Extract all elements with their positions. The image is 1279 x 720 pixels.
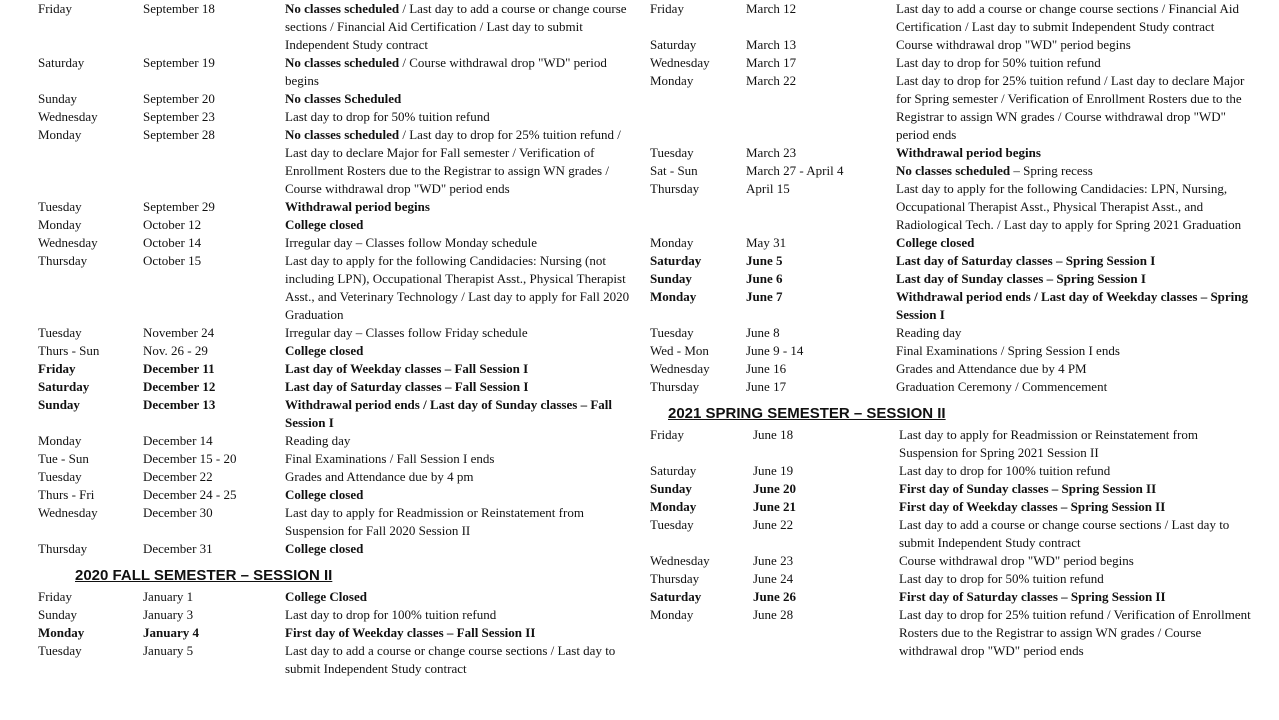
row-description-bold: Withdrawal period begins xyxy=(285,199,430,214)
fall-session-2-table xyxy=(38,588,638,678)
row-date: March 13 xyxy=(746,37,797,52)
row-day: Sunday xyxy=(38,607,77,622)
row-description-bold: College closed xyxy=(285,343,364,358)
calendar-row xyxy=(38,54,638,90)
row-description xyxy=(896,288,1260,324)
row-description-text: Last day to apply for Readmission or Reinstatement from Suspension for Spring 2021 Session II xyxy=(899,427,1198,460)
row-description-text: Last day to drop for 50% tuition refund xyxy=(899,571,1104,586)
row-date: June 22 xyxy=(753,517,794,532)
calendar-row xyxy=(650,270,1260,288)
row-date: December 31 xyxy=(143,541,213,556)
row-date: December 24 - 25 xyxy=(143,487,237,502)
row-description xyxy=(896,0,1260,36)
row-description xyxy=(896,252,1260,270)
row-day: Monday xyxy=(650,499,697,514)
row-day: Sunday xyxy=(38,397,80,412)
row-day: Wednesday xyxy=(650,361,710,376)
calendar-row xyxy=(650,360,1260,378)
row-description-text: / Last day to add a course or change course sections / Financial Aid Certification / Last day to submit Independent Study contract xyxy=(285,1,627,52)
calendar-row xyxy=(38,234,638,252)
calendar-row xyxy=(38,450,638,468)
row-date: January 4 xyxy=(143,625,199,640)
row-date: September 29 xyxy=(143,199,215,214)
row-description xyxy=(285,540,638,558)
calendar-row xyxy=(650,234,1260,252)
row-day: Monday xyxy=(38,127,82,142)
calendar-row xyxy=(38,624,638,642)
row-description-text: Last day to drop for 100% tuition refund xyxy=(285,607,497,622)
row-description-text: Last day to drop for 25% tuition refund / Last day to declare Major for Spring semester / Verification of Enrollment Rosters due to the Registrar to assign WN grades / Course withdrawal drop "WD" period ends xyxy=(896,73,1245,142)
row-day: Monday xyxy=(38,625,85,640)
row-description xyxy=(285,0,638,54)
row-description-text: Last day to apply for the following Candidacies: Nursing (not including LPN), Occupational Therapist Asst., Physical Therapist Asst., and Veterinary Technology / Last day to apply for Fall 2020 Graduation xyxy=(285,253,630,322)
calendar-row xyxy=(38,126,638,198)
row-day: Sunday xyxy=(650,481,692,496)
row-date: June 20 xyxy=(753,481,796,496)
row-day: Sat - Sun xyxy=(650,163,698,178)
calendar-row xyxy=(650,498,1260,516)
row-date: June 17 xyxy=(746,379,787,394)
row-description xyxy=(896,54,1260,72)
calendar-row xyxy=(650,252,1260,270)
row-description xyxy=(899,606,1260,660)
calendar-row xyxy=(38,486,638,504)
row-day: Monday xyxy=(650,73,694,88)
row-description xyxy=(285,252,638,324)
row-date: June 19 xyxy=(753,463,794,478)
spring-session-2-heading: 2021 SPRING SEMESTER – SESSION II xyxy=(668,405,946,422)
row-day: Wednesday xyxy=(38,235,98,250)
row-description xyxy=(896,324,1260,342)
row-description xyxy=(899,570,1260,588)
calendar-row xyxy=(650,288,1260,324)
row-description-bold: College Closed xyxy=(285,589,367,604)
calendar-row xyxy=(650,54,1260,72)
calendar-row xyxy=(38,396,638,432)
row-description-text: Last day of Saturday classes – Spring Session I xyxy=(896,253,1156,268)
row-description-text: Graduation Ceremony / Commencement xyxy=(896,379,1108,394)
row-date: June 16 xyxy=(746,361,787,376)
row-day: Monday xyxy=(38,217,82,232)
row-description-text: – Spring recess xyxy=(1010,163,1093,178)
row-description-text: Last day of Weekday classes – Fall Session I xyxy=(285,361,529,376)
row-day: Thursday xyxy=(650,571,700,586)
calendar-row xyxy=(38,108,638,126)
row-description xyxy=(896,378,1260,396)
row-day: Wednesday xyxy=(650,553,710,568)
row-date: December 15 - 20 xyxy=(143,451,237,466)
row-date: January 3 xyxy=(143,607,194,622)
fall-session-1-table xyxy=(38,0,638,558)
calendar-row xyxy=(650,378,1260,396)
row-description-text: Withdrawal period ends / Last day of Weekday classes – Spring Session I xyxy=(896,289,1249,322)
row-day: Wednesday xyxy=(38,505,98,520)
row-description-text: First day of Saturday classes – Spring Session II xyxy=(899,589,1166,604)
row-description xyxy=(285,198,638,216)
row-date: October 12 xyxy=(143,217,202,232)
row-description xyxy=(899,462,1260,480)
calendar-row xyxy=(38,0,638,54)
row-day: Monday xyxy=(650,607,694,622)
row-date: December 22 xyxy=(143,469,213,484)
row-day: Monday xyxy=(650,235,694,250)
row-description xyxy=(285,324,638,342)
calendar-row xyxy=(38,378,638,396)
row-description-text: Last day to add a course or change course sections / Last day to submit Independent Study contract xyxy=(899,517,1230,550)
row-day: Tuesday xyxy=(38,325,82,340)
row-date: October 15 xyxy=(143,253,202,268)
row-date: January 5 xyxy=(143,643,194,658)
row-description xyxy=(285,468,638,486)
row-day: Tuesday xyxy=(650,325,694,340)
row-day: Saturday xyxy=(38,55,85,70)
row-description-text: Last day to drop for 50% tuition refund xyxy=(285,109,490,124)
row-description xyxy=(285,396,638,432)
row-description xyxy=(285,504,638,540)
row-description-text: Course withdrawal drop "WD" period begins xyxy=(896,37,1131,52)
row-description-text: Last day to apply for the following Candidacies: LPN, Nursing, Occupational Therapist Asst., Physical Therapist Asst., and Radiological Tech. / Last day to apply for Spring 2021 Graduation xyxy=(896,181,1242,232)
row-description-text: / Course withdrawal drop "WD" period begins xyxy=(285,55,607,88)
row-date: June 8 xyxy=(746,325,780,340)
row-description-text: First day of Weekday classes – Fall Session II xyxy=(285,625,536,640)
row-date: January 1 xyxy=(143,589,194,604)
row-date: March 27 - April 4 xyxy=(746,163,844,178)
row-date: September 20 xyxy=(143,91,215,106)
row-description-bold: College closed xyxy=(285,217,364,232)
row-day: Thursday xyxy=(650,181,700,196)
row-description-text: First day of Weekday classes – Spring Session II xyxy=(899,499,1166,514)
row-date: March 22 xyxy=(746,73,797,88)
row-day: Wednesday xyxy=(650,55,710,70)
row-description xyxy=(285,342,638,360)
row-date: October 14 xyxy=(143,235,202,250)
row-day: Thursday xyxy=(38,541,88,556)
row-date: December 11 xyxy=(143,361,215,376)
calendar-row xyxy=(38,252,638,324)
row-day: Friday xyxy=(38,1,72,16)
row-date: June 21 xyxy=(753,499,796,514)
row-description xyxy=(896,342,1260,360)
row-description-bold: No classes scheduled xyxy=(285,127,400,142)
calendar-row xyxy=(38,324,638,342)
row-day: Tuesday xyxy=(38,643,82,658)
row-description xyxy=(285,360,638,378)
row-day: Thurs - Sun xyxy=(38,343,100,358)
calendar-row xyxy=(38,432,638,450)
calendar-row xyxy=(650,324,1260,342)
row-description xyxy=(285,126,638,198)
row-day: Monday xyxy=(38,433,82,448)
calendar-row xyxy=(38,642,638,678)
row-date: June 23 xyxy=(753,553,794,568)
row-day: Wednesday xyxy=(38,109,98,124)
row-date: November 24 xyxy=(143,325,215,340)
row-description xyxy=(896,36,1260,54)
row-date: September 18 xyxy=(143,1,215,16)
row-date: September 19 xyxy=(143,55,215,70)
row-day: Wed - Mon xyxy=(650,343,709,358)
calendar-row xyxy=(38,540,638,558)
row-day: Tuesday xyxy=(650,145,694,160)
row-description xyxy=(899,516,1260,552)
left-column xyxy=(38,0,638,678)
row-description-bold: Withdrawal period begins xyxy=(896,145,1041,160)
row-description xyxy=(285,624,638,642)
row-date: September 28 xyxy=(143,127,215,142)
row-description-text: Last day to add a course or change course sections / Financial Aid Certification / Last day to submit Independent Study contract xyxy=(896,1,1239,34)
calendar-row xyxy=(650,342,1260,360)
row-date: June 18 xyxy=(753,427,794,442)
calendar-row xyxy=(650,552,1260,570)
row-day: Saturday xyxy=(650,589,702,604)
row-day: Saturday xyxy=(650,37,697,52)
row-date: June 9 - 14 xyxy=(746,343,804,358)
row-description-text: Final Examinations / Spring Session I ends xyxy=(896,343,1120,358)
row-description-bold: No classes Scheduled xyxy=(285,91,402,106)
calendar-row xyxy=(38,198,638,216)
row-description xyxy=(896,162,1260,180)
row-description xyxy=(285,486,638,504)
row-day: Friday xyxy=(38,361,76,376)
row-description xyxy=(899,498,1260,516)
row-description-text: Last day of Sunday classes – Spring Session I xyxy=(896,271,1146,286)
row-day: Thursday xyxy=(38,253,88,268)
row-description-text: Reading day xyxy=(285,433,351,448)
row-day: Thurs - Fri xyxy=(38,487,95,502)
calendar-row xyxy=(650,588,1260,606)
row-date: December 14 xyxy=(143,433,213,448)
row-date: March 12 xyxy=(746,1,797,16)
row-date: April 15 xyxy=(746,181,790,196)
row-description xyxy=(896,234,1260,252)
row-description-text: Grades and Attendance due by 4 PM xyxy=(896,361,1087,376)
calendar-row xyxy=(38,504,638,540)
calendar-row xyxy=(38,216,638,234)
row-date: March 23 xyxy=(746,145,797,160)
calendar-row xyxy=(650,480,1260,498)
calendar-row xyxy=(650,162,1260,180)
row-description xyxy=(285,606,638,624)
row-description xyxy=(285,378,638,396)
row-day: Tue - Sun xyxy=(38,451,89,466)
row-description-bold: No classes scheduled xyxy=(285,1,400,16)
row-description xyxy=(285,54,638,90)
calendar-row xyxy=(38,606,638,624)
row-description-text: Last day of Saturday classes – Fall Session I xyxy=(285,379,529,394)
calendar-row xyxy=(650,516,1260,552)
row-date: June 28 xyxy=(753,607,794,622)
row-description xyxy=(899,552,1260,570)
row-day: Sunday xyxy=(650,271,692,286)
row-description-text: Grades and Attendance due by 4 pm xyxy=(285,469,474,484)
right-column xyxy=(650,0,1260,660)
row-description xyxy=(285,108,638,126)
row-description-bold: College closed xyxy=(285,541,364,556)
row-day: Friday xyxy=(650,427,684,442)
calendar-row xyxy=(38,342,638,360)
row-description xyxy=(896,360,1260,378)
row-description xyxy=(899,480,1260,498)
row-date: December 13 xyxy=(143,397,216,412)
calendar-row xyxy=(650,0,1260,36)
calendar-row xyxy=(650,180,1260,234)
spring-session-1-table xyxy=(650,0,1260,396)
row-description xyxy=(285,234,638,252)
row-description-bold: College closed xyxy=(896,235,975,250)
row-description xyxy=(896,180,1260,234)
row-date: Nov. 26 - 29 xyxy=(143,343,208,358)
row-description-text: Final Examinations / Fall Session I ends xyxy=(285,451,495,466)
row-date: September 23 xyxy=(143,109,215,124)
row-day: Monday xyxy=(650,289,697,304)
calendar-row xyxy=(38,468,638,486)
row-description xyxy=(285,642,638,678)
row-description-text: Reading day xyxy=(896,325,962,340)
calendar-row xyxy=(650,606,1260,660)
row-description-text: Last day to drop for 25% tuition refund / Verification of Enrollment Rosters due to the Registrar to assign WN grades / Course withdrawal drop "WD" period ends xyxy=(899,607,1251,658)
calendar-row xyxy=(650,72,1260,144)
row-date: June 5 xyxy=(746,253,783,268)
row-day: Tuesday xyxy=(38,469,82,484)
calendar-row xyxy=(650,570,1260,588)
row-description xyxy=(285,90,638,108)
row-description-bold: No classes scheduled xyxy=(896,163,1011,178)
row-description xyxy=(285,432,638,450)
calendar-row xyxy=(38,90,638,108)
row-day: Saturday xyxy=(650,463,697,478)
calendar-row xyxy=(38,360,638,378)
row-day: Sunday xyxy=(38,91,77,106)
row-description xyxy=(285,450,638,468)
row-description xyxy=(896,270,1260,288)
row-day: Thursday xyxy=(650,379,700,394)
row-description-text: Withdrawal period ends / Last day of Sunday classes – Fall Session I xyxy=(285,397,612,430)
row-date: June 7 xyxy=(746,289,783,304)
row-description xyxy=(285,216,638,234)
row-day: Tuesday xyxy=(650,517,694,532)
row-description xyxy=(285,588,638,606)
row-date: March 17 xyxy=(746,55,797,70)
calendar-row xyxy=(650,426,1260,462)
row-description-text: Irregular day – Classes follow Monday schedule xyxy=(285,235,537,250)
row-description-bold: College closed xyxy=(285,487,364,502)
calendar-row xyxy=(650,462,1260,480)
row-description-text: Last day to drop for 100% tuition refund xyxy=(899,463,1111,478)
row-date: December 12 xyxy=(143,379,216,394)
row-description-text: Irregular day – Classes follow Friday schedule xyxy=(285,325,528,340)
row-description xyxy=(899,588,1260,606)
row-day: Tuesday xyxy=(38,199,82,214)
row-description-text: Last day to apply for Readmission or Reinstatement from Suspension for Fall 2020 Session II xyxy=(285,505,584,538)
row-day: Saturday xyxy=(650,253,702,268)
spring-session-2-table xyxy=(650,426,1260,660)
row-description-text: Last day to add a course or change course sections / Last day to submit Independent Study contract xyxy=(285,643,616,676)
row-date: June 6 xyxy=(746,271,783,286)
row-description xyxy=(896,72,1260,144)
row-description-text: / Last day to drop for 25% tuition refund / Last day to declare Major for Fall semester / Verification of Enrollment Rosters due to the Registrar to assign WN grades / Course withdrawal drop "WD" period ends xyxy=(285,127,621,196)
row-day: Friday xyxy=(38,589,72,604)
row-description-text: Last day to drop for 50% tuition refund xyxy=(896,55,1101,70)
row-day: Saturday xyxy=(38,379,90,394)
row-date: June 24 xyxy=(753,571,794,586)
calendar-row xyxy=(38,588,638,606)
calendar-row xyxy=(650,36,1260,54)
row-date: December 30 xyxy=(143,505,213,520)
row-description-bold: No classes scheduled xyxy=(285,55,400,70)
row-date: May 31 xyxy=(746,235,787,250)
fall-session-2-heading: 2020 FALL SEMESTER – SESSION II xyxy=(75,567,333,584)
row-day: Friday xyxy=(650,1,684,16)
row-description-text: First day of Sunday classes – Spring Session II xyxy=(899,481,1157,496)
row-description-text: Course withdrawal drop "WD" period begins xyxy=(899,553,1134,568)
row-description xyxy=(899,426,1260,462)
row-description xyxy=(896,144,1260,162)
calendar-row xyxy=(650,144,1260,162)
row-date: June 26 xyxy=(753,589,796,604)
